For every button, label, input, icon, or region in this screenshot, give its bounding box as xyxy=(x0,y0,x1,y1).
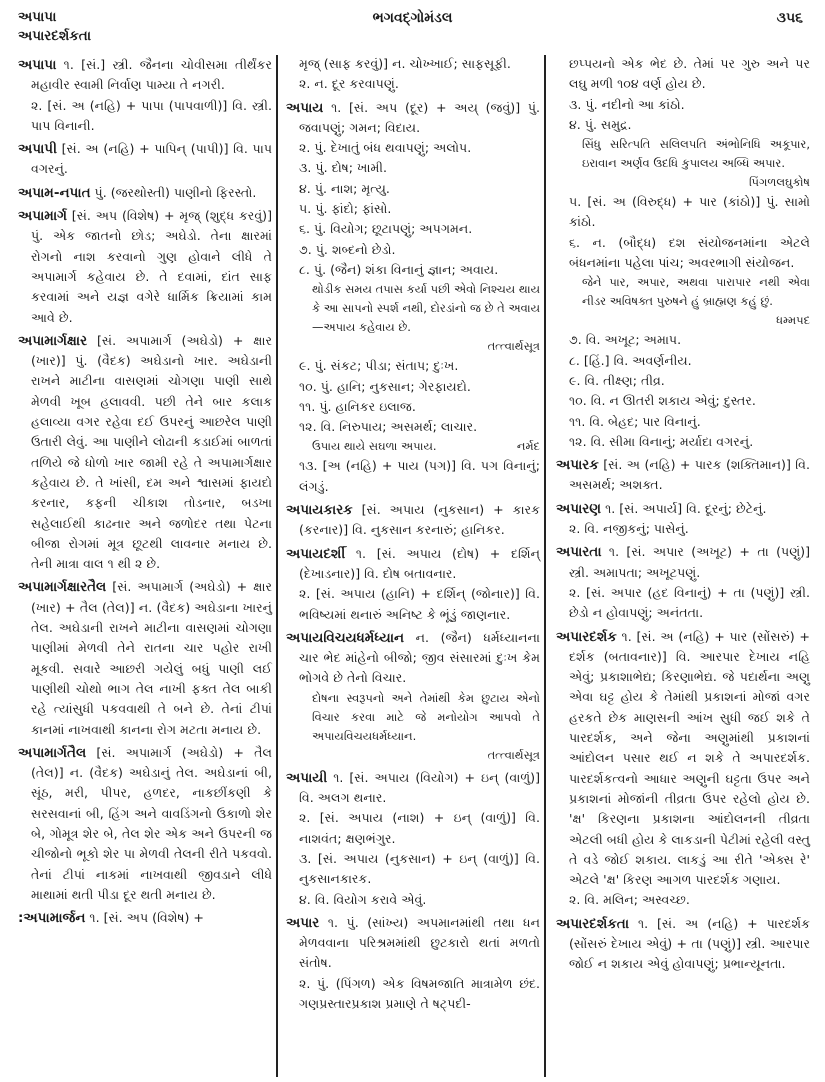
sense-definition: ૪. પું. નાશ; મૃત્યુ. xyxy=(299,180,390,196)
page-number: ૩૫૬ xyxy=(776,10,803,26)
continued-text: છપ્પયનો એક ભેદ છે. તેમાં પર ગુરુ અને પર લઘુ મળી ૧૦૪ વર્ણ હોય છે. xyxy=(569,56,810,92)
dictionary-entry xyxy=(18,577,272,739)
headword: અપામાર્ગક્ષારતૈલ xyxy=(18,579,107,596)
sense-definition: ૧૨. વિ. નિરુપાય; અસમર્થ; લાચાર. xyxy=(299,419,478,435)
sense-definition: ૫. [સં. અ (વિરુદ્ધ) + પાર (કાંઠો)] પું. સામો કાંઠો. xyxy=(569,194,810,230)
definition-text: ૧. [સં. અપાય (દોષ) + દર્શિન્ (દેખાડનાર)] વિ. દોષ બતાવનાર. xyxy=(299,545,540,581)
sense-definition: ૮. [હિં.] વિ. અવર્ણનીય. xyxy=(569,352,692,368)
quote-source: ધમ્મપદ xyxy=(776,313,810,328)
dictionary-entry xyxy=(18,183,272,203)
headword: અપામાર્ગતૈલ xyxy=(18,744,87,761)
sense-definition: ૩. પું. નદીનો આ કાંઠો. xyxy=(569,96,685,112)
quote-text: ઉપાય થાયે સઘળા અપાય. xyxy=(312,439,437,454)
sense-definition: ૮. પું. (જૈન) શંકા વિનાનું જ્ઞાન; અવાય. xyxy=(299,261,499,277)
definition-text: ન. (જૈન) ધર્મધ્યાનના ચાર ભેદ માંહેનો બીજો; જીવ સંસારમાં દુઃખ કેમ ભોગવે છે તેનો વિચાર. xyxy=(299,629,540,686)
headword: અપાપી xyxy=(18,141,57,158)
definition-text: [સં. અપામાર્ગ (અઘેડો) + તૈલ (તેલ)] ન. (વૈદક) અઘેડાનું તેલ. અઘેડાનાં બી, સૂંઠ, મરી, પીપર, હળદર, નાકછીંકણી કે સરસવાનાં બી, હિંગ અને વાવડિંગનો ઉકાળો શેર બે, ગોમૂત્ર શેર બે, તેલ શેર એક અને ઉપરની જ ચીજોનો ભૂકો શેર પા મેળવી તેલની રીતે પકવવો. તેનાં ટીપાં નાકમાં નાખવાથી જીવડાને લીધે માથામાં થતી પીડા દૂર થતી મનાય છે. xyxy=(31,744,272,902)
quote-source: તત્ત્વાર્થસૂત્ર xyxy=(487,747,540,762)
headword: અપાપા xyxy=(18,57,57,73)
dictionary-entry xyxy=(286,98,540,139)
sense-definition: ૯. પું. સંકટ; પીડા; સંતાપ; દુઃખ. xyxy=(299,358,459,374)
sense-definition: ૨. [સં. અ (નહિ) + પાપા (પાપવાળી)] વિ. સ્ત્રી. પાપ વિનાની. xyxy=(31,97,272,133)
headword: અપાયદર્શી xyxy=(286,545,346,562)
definition-text: ૧. [સં. અપ (દૂર) + અય્ (જવું)] પું. જવાપણું; ગમન; વિદાય. xyxy=(299,99,540,135)
dictionary-entry xyxy=(18,55,272,96)
guide-word-last: અપારદર્શકતા xyxy=(18,28,92,44)
definition-text: ૧. [સં. અપ (વિશેષ) + xyxy=(85,910,204,926)
column-3 xyxy=(556,54,810,975)
definition-text: ૧. [સં. અ (નહિ) + પારદર્શક (સોંસરું દેખાય એવું) + તા (પણું)] સ્ત્રી. આરપાર જોઈ ન શકાય એવું હોવાપણું; પ્રભાન્યૂનતા. xyxy=(569,915,810,972)
dictionary-entry xyxy=(18,908,272,928)
dictionary-entry xyxy=(556,542,810,583)
headword: અપારદર્શક xyxy=(556,628,617,645)
dictionary-entry xyxy=(286,628,540,689)
headword: અપારદર્શકતા xyxy=(556,915,630,932)
page-title: ભગવદ્ગોમંડલ xyxy=(372,10,453,26)
column-divider xyxy=(544,55,546,1077)
definition-text: ૧. [સં.] સ્ત્રી. જૈનના ચોવીસમા તીર્થંકર મહાવીર સ્વામી નિર્વાણ પામ્યા તે નગરી. xyxy=(31,57,272,93)
quote-text: જેને પાર, અપાર, અથવા પારાપાર નથી એવા નીડર અવિષક્ત પુરુષને હું બ્રાહ્મણ કહું છું. xyxy=(582,275,810,309)
sense-definition: ૩. [સં. અપાય (નુકસાન) + ઇન્ (વાળું)] વિ. નુકસાનકારક. xyxy=(299,850,540,887)
sense-definition: ૧૦. પું. હાનિ; નુકસાન; ગેરફાયદો. xyxy=(299,378,471,394)
sense-definition: ૧૩. [અ (નહિ) + પાય (પગ)] વિ. પગ વિનાનું; લંગડું. xyxy=(299,458,540,494)
sense-definition: ૬. ન. (બૌદ્ધ) દશ સંયોજનમાંના એટલે બંધનમાંના પહેલા પાંચ; અવરભાગી સંયોજન. xyxy=(569,234,810,271)
guide-word-first: અપાપા xyxy=(18,9,57,25)
sense-definition: ૧૦. વિ. ન ઊતરી શકાય એવું; દુસ્તર. xyxy=(569,393,756,409)
definition-text: ૧. [સં. અપાર (અખૂટ) + તા (પણું)] સ્ત્રી. અમાપતા; અખૂટપણું. xyxy=(569,544,810,580)
citation xyxy=(286,437,540,456)
sense-definition: ૩. પું. દોષ; ખામી. xyxy=(299,160,387,176)
sense-definition: ૨. વિ. નજીકનું; પાસેનું. xyxy=(569,521,689,537)
sense-definition: ૧૧. પું. હાનિકર ઇલાજ. xyxy=(299,398,416,414)
dictionary-entry xyxy=(556,627,810,891)
dictionary-entry xyxy=(286,913,540,974)
column-2 xyxy=(286,54,540,1014)
definition-text: ૧. [સં. અપાર્ય] વિ. દૂરનું; છેટેનું. xyxy=(601,500,767,516)
sense-definition: ૨. ન. દૂર કરવાપણું. xyxy=(299,76,399,92)
definition-text: [સં. અપાય (નુકસાન) + કારક (કરનાર)] વિ. નુકસાન કરનારું; હાનિકર. xyxy=(299,502,540,538)
quote-source: પિંગળલઘુકોષ xyxy=(748,175,810,190)
column-divider xyxy=(276,55,278,1077)
dictionary-entry xyxy=(18,743,272,905)
continued-text: મૃજ્ (સાફ કરવું)] ન. ચોખ્ખાઈ; સાફસૂફી. xyxy=(299,56,511,71)
headword: અપારતા xyxy=(556,544,602,561)
dictionary-entry xyxy=(286,500,540,541)
definition-text: [સં. અ (નહિ) + પારક (શક્તિમાન)] વિ. અસમર્થ; અશક્ત. xyxy=(569,457,810,493)
headword: :અપામાર્જન xyxy=(18,910,86,927)
definition-text: [સં. અપામાર્ગ (અઘેડો) + ક્ષાર (ખાર) + તૈલ (તેલ)] ન. (વૈદક) અઘેડાના ખારનું તેલ. અઘેડાની રાખને માટીના વાસણમાં ચોગણા પાણીમાં મેળવી તેને રાતના ચાર પહોર રાખી મૂકવી. સવારે આછરી ગયેલું બધું પાણી લઈ પાણીથી ચોથો ભાગ તેલ નાખી ફક્ત તેલ બાકી રહે ત્યાંસુધી પકવવાથી તે બને છે. તેનાં ટીપાં કાનમાં નાખવાથી કાનના રોગ મટતા મનાય છે. xyxy=(31,579,272,737)
quote-text: દોષના સ્વરૂપનો અને તેમાંથી કેમ છુટાય એનો વિચાર કરવા માટે જે મનોયોગ આપવો તે અપાયવિચયધર્મધ્યાન. xyxy=(312,690,540,743)
dictionary-entry xyxy=(556,499,810,519)
sense-definition: ૯. વિ. તીક્ષ્ણ; તીવ્ર. xyxy=(569,372,665,388)
sense-definition: ૪. વિ. વિયોગ કરાવે એવું. xyxy=(299,891,427,907)
quote-source: નર્મદ xyxy=(516,439,540,454)
dictionary-entry xyxy=(18,206,272,328)
dictionary-entry xyxy=(556,455,810,496)
definition-text: [સં. અપ (વિશેષ) + મૃજ્ (શુદ્ધ કરવું)] પું. એક જાતનો છોડ; અઘેડો. તેના ક્ષારમાં રોગનો નાશ કરવાનો ગુણ હોવાને લીધે તે અપામાર્ગ કહેવાય છે. તે દવામાં, દાંત સાફ કરવામાં અને યજ્ઞ વગેરે ધાર્મિક ક્રિયામાં કામ આવે છે. xyxy=(31,208,272,325)
quote-text: થોડીક સમય તપાસ કર્યા પછી એવો નિશ્ચય થાય કે આ સાપનો સ્પર્શ નથી, દોરડાંનો જ છે તે અવાય—અપાય કહેવાય છે. xyxy=(312,282,540,335)
headword: અપાયી xyxy=(286,769,328,786)
definition-text: [સં. અ (નહિ) + પાપિન્ (પાપી)] વિ. પાપ વગરનું. xyxy=(31,141,272,177)
sense-definition: ૫. પું. ફાંદો; ફાંસો. xyxy=(299,201,392,217)
sense-definition: ૭. વિ. અખૂટ; અમાપ. xyxy=(569,332,682,348)
definition-text: ૧. પું. (સાંખ્ય) અપમાનમાંથી તથા ધન મેળવવાના પરિશ્રમમાંથી છુટકારો થતાં મળતો સંતોષ. xyxy=(299,914,540,971)
definition-text: [સં. અપામાર્ગ (અઘેડો) + ક્ષાર (ખાર)] પું. (વૈદક) અઘેડાનો ખાર. અઘેડાની રાખને માટીના વાસણમાં ચોગણા પાણી સાથે મેળવી ખૂબ હલાવવી. પછી તેને બાર કલાક હલાવ્યા વગર રહેવા દઈ ઉપરનું આછરેલ પાણી ઉતારી લેવું. આ પાણીને લોઢાની કડાઈમાં બાળતાં તળિયે જે ધોળો ખાર જામી રહે તે અપામાર્ગક્ષાર કહેવાય છે. તે ખાંસી, દમ અને શ્વાસમાં ફાયદો કરનાર, કફની ચીકાશ તોડનાર, બડખા સહેલાઈથી કાઢનાર અને જળોદર તથા પેટના બીજા રોગમાં મૂત્ર છૂટથી લાવનાર મનાય છે. તેની માત્રા વાલ ૧ થી ૨ છે. xyxy=(31,332,272,572)
headword: અપામાર્ગ xyxy=(18,208,68,225)
dictionary-entry xyxy=(556,914,810,975)
dictionary-entry xyxy=(18,139,272,180)
column-1 xyxy=(18,52,272,928)
quote-text: સિંધુ સરિત્પતિ સલિલપતિ અંભોનિધિ અકૂપાર, ઇરાવાન અર્ણવ ઉદધિ કુપાલય અબ્ધિ અપાર. xyxy=(582,137,810,171)
dictionary-entry xyxy=(18,331,272,575)
dictionary-entry xyxy=(286,768,540,809)
sense-definition: ૧૨. વિ. સીમા વિનાનું; મર્યાદા વગરનું. xyxy=(569,433,754,449)
definition-text: પું. (જરથોસ્તી) પાણીનો ફિરસ્તો. xyxy=(90,184,257,200)
headword: અપાયકારક xyxy=(286,502,353,519)
headword: અપારણ xyxy=(556,500,602,517)
sense-definition: ૧૧. વિ. બેહદ; પાર વિનાનું. xyxy=(569,413,701,429)
headword: અપામ-નપાત xyxy=(18,184,91,201)
sense-definition: ૨. [સં. અપાય (નાશ) + ઇન્ (વાળું)] વિ. નાશવંત; ક્ષણભંગુર. xyxy=(299,810,540,846)
sense-definition: ૨. [સં. અપાય (હાનિ) + દર્શિન્ (જોનાર)] વિ. ભવિષ્યમાં થનારું અનિષ્ટ કે ભૂંડું જાણનાર. xyxy=(299,586,540,622)
headword: અપારક xyxy=(556,457,599,474)
headword: અપામાર્ગક્ષાર xyxy=(18,332,88,349)
dictionary-entry xyxy=(286,544,540,585)
sense-definition: ૨. પું. દેખાતું બંધ થવાપણું; અલોપ. xyxy=(299,140,472,156)
definition-text: ૧. [સં. અપાય (વિયોગ) + ઇન્ (વાળું)] વિ. અલગ થનાર. xyxy=(299,769,540,806)
headword: અપાર xyxy=(286,914,320,931)
sense-definition: ૭. પું. શબ્દનો છેડો. xyxy=(299,241,396,257)
sense-definition: ૨. [સં. અપાર (હદ વિનાનું) + તા (પણું)] સ્ત્રી. છેડો ન હોવાપણું; અનંતતા. xyxy=(569,584,810,621)
sense-definition: ૪. પું. સમુદ્ર. xyxy=(569,116,632,132)
definition-text: ૧. [સં. અ (નહિ) + પાર (સોંસરું) + દર્શક (બતાવનાર)] વિ. આરપાર દેખાય નહિ એવું; પ્રકાશાભેદ્ય; કિરણાભેદ્ય. જે પદાર્થના અણુ એવા ઘટ્ટ હોય કે તેમાંથી પ્રકાશનાં મોજાં વગર હરકતે છેક માણસની આંખ સુધી જઈ શકે તે પારદર્શક, અને જેના અણુમાંથી પ્રકાશનાં આંદોલન પસાર થઈ ન શકે તે અપારદર્શક. પારદર્શકત્વનો આધાર અણુની ઘટ્ટતા ઉપર અને પ્રકાશનાં મોજાંની તીવ્રતા ઉપર રહેલો હોય છે. 'ક્ષ' કિરણના પ્રકાશના આંદોલનની તીવ્રતા એટલી બધી હોય કે લાકડાની પેટીમાં રહેલી વસ્તુ તે વડે જોઈ શકાય. લાકડું આ રીતે 'એક્સ રે' એટલે 'ક્ષ' કિરણ આગળ પારદર્શક ગણાય. xyxy=(569,628,810,888)
sense-definition: ૨. પું. (પિંગળ) એક વિષમજાતિ માત્રામેળ છંદ. ગણપ્રસ્તારપ્રકાશ પ્રમાણે તે ષટ્પદી- xyxy=(299,975,540,1011)
sense-definition: ૨. વિ. મલિન; અસ્વચ્છ. xyxy=(569,892,690,908)
headword: અપાય xyxy=(286,99,324,116)
quote-source: તત્ત્વાર્થસૂત્ર xyxy=(487,339,540,354)
headword: અપાયવિચયધર્મધ્યાન xyxy=(286,629,405,646)
sense-definition: ૬. પું. વિયોગ; છૂટાપણું; અપગમન. xyxy=(299,221,473,237)
